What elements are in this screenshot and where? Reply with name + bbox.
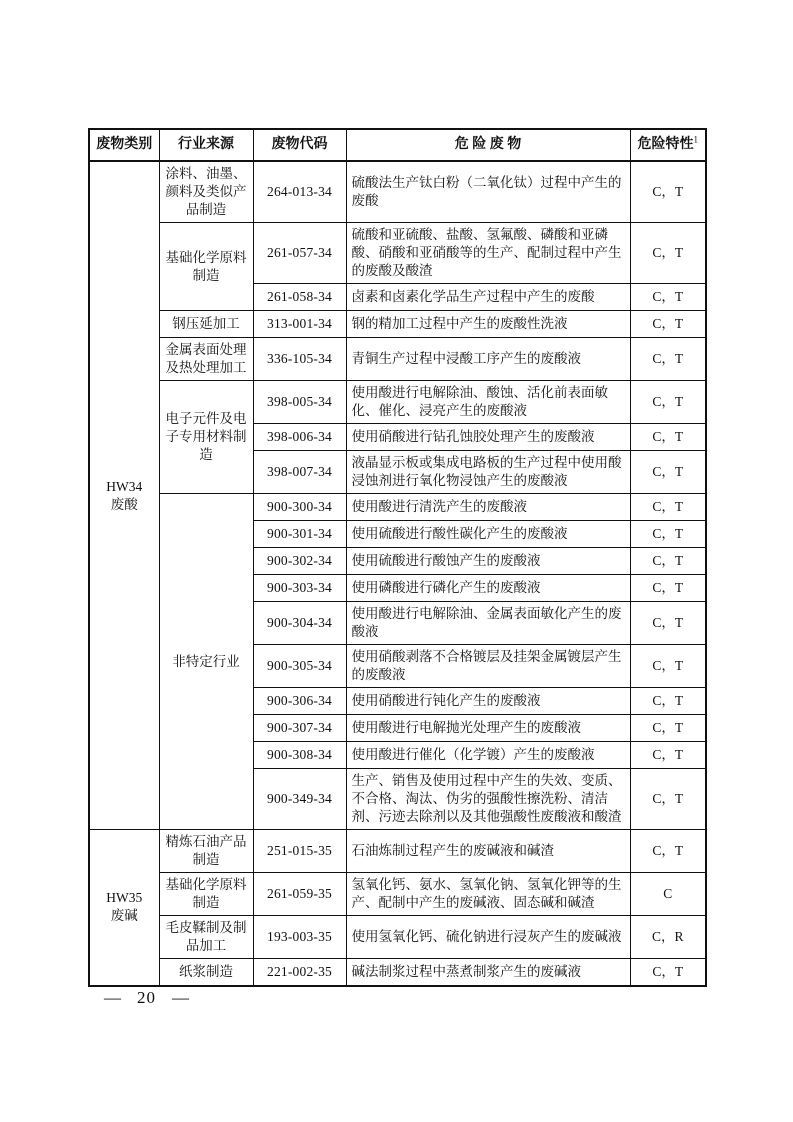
waste-code-cell: 221-002-35 [253, 959, 346, 986]
industry-cell: 涂料、油墨、颜料及类似产品制造 [159, 161, 253, 223]
hazard-cell: C，T [630, 223, 706, 284]
waste-description-cell: 青铜生产过程中浸酸工序产生的废酸液 [346, 338, 630, 381]
hazard-cell: C，T [630, 494, 706, 521]
waste-description-cell: 使用硝酸剥落不合格镀层及挂架金属镀层产生的废酸液 [346, 645, 630, 688]
hazard-cell: C，T [630, 688, 706, 715]
waste-code-cell: 261-059-35 [253, 873, 346, 916]
industry-cell: 基础化学原料制造 [159, 223, 253, 311]
waste-description-cell: 使用硫酸进行酸蚀产生的废酸液 [346, 548, 630, 575]
waste-description-cell: 液晶显示板或集成电路板的生产过程中使用酸浸蚀剂进行氧化物浸蚀产生的废酸液 [346, 451, 630, 494]
industry-cell: 电子元件及电子专用材料制造 [159, 381, 253, 494]
category-name: 废碱 [110, 908, 138, 924]
hazard-cell: C，T [630, 602, 706, 645]
header-hazard-label: 危险特性 [637, 137, 694, 152]
waste-description-cell: 碱法制浆过程中蒸煮制浆产生的废碱液 [346, 959, 630, 986]
waste-code-cell: 398-007-34 [253, 451, 346, 494]
hazard-cell: C，T [630, 521, 706, 548]
hazard-cell: C，T [630, 742, 706, 769]
category-code: HW34 [106, 478, 143, 494]
waste-description-cell: 生产、销售及使用过程中产生的失效、变质、不合格、淘汰、伪劣的强酸性擦洗粉、清洁剂、污迹去除剂以及其他强酸性废酸液和酸渣 [346, 769, 630, 830]
category-code: HW35 [106, 890, 143, 906]
waste-code-cell: 900-301-34 [253, 521, 346, 548]
waste-code-cell: 900-307-34 [253, 715, 346, 742]
waste-code-cell: 398-005-34 [253, 381, 346, 424]
page-number [104, 988, 189, 1008]
hazard-cell: C，T [630, 645, 706, 688]
waste-code-cell: 193-003-35 [253, 916, 346, 959]
waste-description-cell: 使用酸进行电解抛光处理产生的废酸液 [346, 715, 630, 742]
table-row [89, 830, 706, 873]
waste-description-cell: 使用硝酸进行钻孔蚀胶处理产生的废酸液 [346, 424, 630, 451]
hazard-cell: C，T [630, 715, 706, 742]
industry-cell: 毛皮鞣制及制品加工 [159, 916, 253, 959]
waste-description-cell: 使用硝酸进行钝化产生的废酸液 [346, 688, 630, 715]
waste-description-cell: 使用酸进行催化（化学镀）产生的废酸液 [346, 742, 630, 769]
page-number-dash-left: — [104, 988, 121, 1007]
waste-description-cell: 硫酸法生产钛白粉（二氧化钛）过程中产生的废酸 [346, 161, 630, 223]
waste-description-cell: 使用酸进行电解除油、金属表面敏化产生的废酸液 [346, 602, 630, 645]
hazard-cell: C，T [630, 424, 706, 451]
waste-description-cell: 氢氧化钙、氨水、氢氧化钠、氢氧化钾等的生产、配制中产生的废碱液、固态碱和碱渣 [346, 873, 630, 916]
table-row [89, 873, 706, 916]
header-industry-source: 行业来源 [159, 129, 253, 161]
waste-code-cell: 900-305-34 [253, 645, 346, 688]
table-row [89, 161, 706, 223]
waste-description-cell: 钢的精加工过程中产生的废酸性洗液 [346, 311, 630, 338]
industry-cell: 基础化学原料制造 [159, 873, 253, 916]
header-hazardous-waste: 危 险 废 物 [346, 129, 630, 161]
page-number-dash-right: — [172, 988, 189, 1007]
hazard-cell: C，T [630, 769, 706, 830]
header-hazard-characteristic [630, 129, 706, 161]
category-cell-hw34 [89, 161, 159, 830]
table-row [89, 494, 706, 521]
waste-description-cell: 卤素和卤素化学品生产过程中产生的废酸 [346, 284, 630, 311]
waste-code-cell: 900-306-34 [253, 688, 346, 715]
table-row [89, 223, 706, 284]
waste-code-cell: 313-001-34 [253, 311, 346, 338]
waste-description-cell: 使用硫酸进行酸性碳化产生的废酸液 [346, 521, 630, 548]
waste-code-cell: 261-057-34 [253, 223, 346, 284]
category-cell-hw35 [89, 830, 159, 986]
waste-code-cell: 261-058-34 [253, 284, 346, 311]
waste-code-cell: 336-105-34 [253, 338, 346, 381]
table-row [89, 381, 706, 424]
waste-code-cell: 900-308-34 [253, 742, 346, 769]
header-waste-category: 废物类别 [89, 129, 159, 161]
industry-cell: 纸浆制造 [159, 959, 253, 986]
industry-cell: 非特定行业 [159, 494, 253, 830]
waste-code-cell: 251-015-35 [253, 830, 346, 873]
hazard-cell: C，T [630, 830, 706, 873]
waste-description-cell: 石油炼制过程产生的废碱液和碱渣 [346, 830, 630, 873]
table-row [89, 916, 706, 959]
hazard-cell: C，T [630, 381, 706, 424]
page-number-value: 20 [137, 988, 156, 1007]
hazard-cell: C，T [630, 311, 706, 338]
table-row [89, 311, 706, 338]
waste-description-cell: 硫酸和亚硫酸、盐酸、氢氟酸、磷酸和亚磷酸、硝酸和亚硝酸等的生产、配制过程中产生的废酸及酸渣 [346, 223, 630, 284]
header-waste-code: 废物代码 [253, 129, 346, 161]
waste-code-cell: 264-013-34 [253, 161, 346, 223]
waste-description-cell: 使用氢氧化钙、硫化钠进行浸灰产生的废碱液 [346, 916, 630, 959]
waste-description-cell: 使用酸进行电解除油、酸蚀、活化前表面敏化、催化、浸亮产生的废酸液 [346, 381, 630, 424]
waste-description-cell: 使用酸进行清洗产生的废酸液 [346, 494, 630, 521]
waste-code-cell: 900-349-34 [253, 769, 346, 830]
hazard-cell: C，T [630, 451, 706, 494]
category-name: 废酸 [110, 496, 138, 512]
hazardous-waste-table [88, 128, 707, 987]
hazard-cell: C，T [630, 338, 706, 381]
waste-code-cell: 900-304-34 [253, 602, 346, 645]
table-header-row [89, 129, 706, 161]
hazard-cell: C，T [630, 575, 706, 602]
waste-description-cell: 使用磷酸进行磷化产生的废酸液 [346, 575, 630, 602]
hazard-cell: C，T [630, 959, 706, 986]
waste-code-cell: 398-006-34 [253, 424, 346, 451]
waste-code-cell: 900-300-34 [253, 494, 346, 521]
hazard-cell: C，T [630, 284, 706, 311]
table-row [89, 959, 706, 986]
industry-cell: 金属表面处理及热处理加工 [159, 338, 253, 381]
waste-code-cell: 900-302-34 [253, 548, 346, 575]
hazard-cell: C，T [630, 161, 706, 223]
hazard-cell: C [630, 873, 706, 916]
hazard-cell: C，R [630, 916, 706, 959]
hazard-cell: C，T [630, 548, 706, 575]
header-hazard-footnote-mark: 1 [693, 134, 698, 145]
waste-code-cell: 900-303-34 [253, 575, 346, 602]
table-row [89, 338, 706, 381]
industry-cell: 钢压延加工 [159, 311, 253, 338]
industry-cell: 精炼石油产品制造 [159, 830, 253, 873]
